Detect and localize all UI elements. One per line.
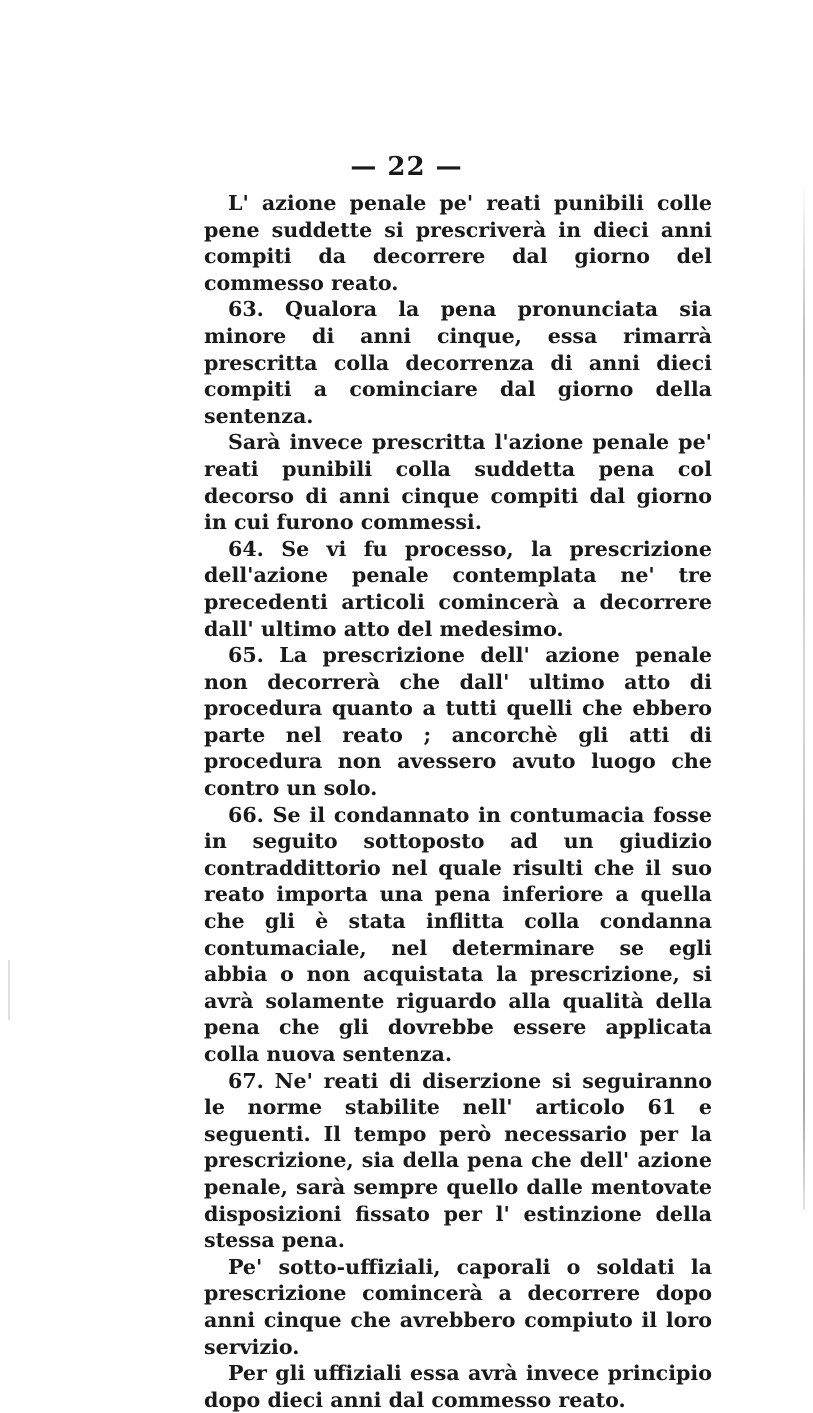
paragraph-text: Per gli uffiziali essa avrà invece principio dopo dieci anni dal commesso reato. bbox=[204, 1361, 712, 1412]
paragraph-article-63 bbox=[204, 296, 712, 429]
paragraph-63-continued bbox=[204, 429, 712, 535]
article-number: 64. bbox=[228, 536, 264, 561]
paragraph-text: Se vi fu processo, la prescrizione dell'azione penale contemplata ne' tre precedenti articoli comincerà a decorrere dall' ultimo atto del medesimo. bbox=[204, 536, 712, 641]
scan-artifact bbox=[8, 960, 10, 1020]
article-number: 66. bbox=[228, 802, 264, 827]
paragraph-text: La prescrizione dell' azione penale non decorrerà che dall' ultimo atto di procedura quanto a tutti quelli che ebbero parte nel reato ; ancorchè gli atti di procedura non avessero avuto luogo che contro un solo. bbox=[204, 643, 713, 801]
paragraph-text: Qualora la pena pronunciata sia minore di anni cinque, essa rimarrà prescritta colla decorrenza di anni dieci compiti a cominciare dal giorno della sentenza. bbox=[204, 297, 713, 428]
paragraph-text: Ne' reati di diserzione si seguiranno le norme stabilite nell' articolo 61 e seguenti. Il tempo però necessario per la prescrizione, sia della pena che dell' azione penale, sarà sempre quello dalle mentovate disposizioni fissato per l' estinzione della stessa pena. bbox=[204, 1068, 713, 1253]
paragraph-text: L' azione penale pe' reati punibili colle pene suddette si prescriverà in dieci anni compiti da decorrere dal giorno del commesso reato. bbox=[204, 191, 712, 295]
article-number: 63. bbox=[228, 297, 264, 322]
paragraph-intro bbox=[204, 190, 712, 296]
paragraph-article-67 bbox=[204, 1068, 712, 1254]
paragraph-text: Se il condannato in contumacia fosse in seguito sottoposto ad un giudizio contraddittorio nel quale risulti che il suo reato importa una pena inferiore a quella che gli è stata inflitta colla condanna contumaciale, nel determinare se egli abbia o non acquistata la prescrizione, si avrà solamente riguardo alla qualità della pena che gli dovrebbe essere applicata colla nuova sentenza. bbox=[204, 802, 712, 1066]
paragraph-text: Sarà invece prescritta l'azione penale pe' reati punibili colla suddetta pena col decorso di anni cinque compiti dal giorno in cui furono commessi. bbox=[204, 430, 712, 535]
paragraph-article-65 bbox=[204, 642, 712, 802]
page-edge-shadow bbox=[803, 180, 805, 1210]
paragraph-67-final bbox=[204, 1360, 712, 1413]
text-body bbox=[204, 190, 712, 1413]
article-number: 67. bbox=[228, 1068, 264, 1093]
paragraph-article-64 bbox=[204, 536, 712, 642]
page-number: — 22 — bbox=[350, 152, 463, 182]
paragraph-text: Pe' sotto-uffiziali, caporali o soldati la prescrizione comincerà a decorrere dopo anni cinque che avrebbero compiuto il loro servizio. bbox=[204, 1254, 712, 1359]
paragraph-article-66 bbox=[204, 802, 712, 1068]
article-number: 65. bbox=[228, 643, 264, 668]
paragraph-67-continued bbox=[204, 1254, 712, 1360]
